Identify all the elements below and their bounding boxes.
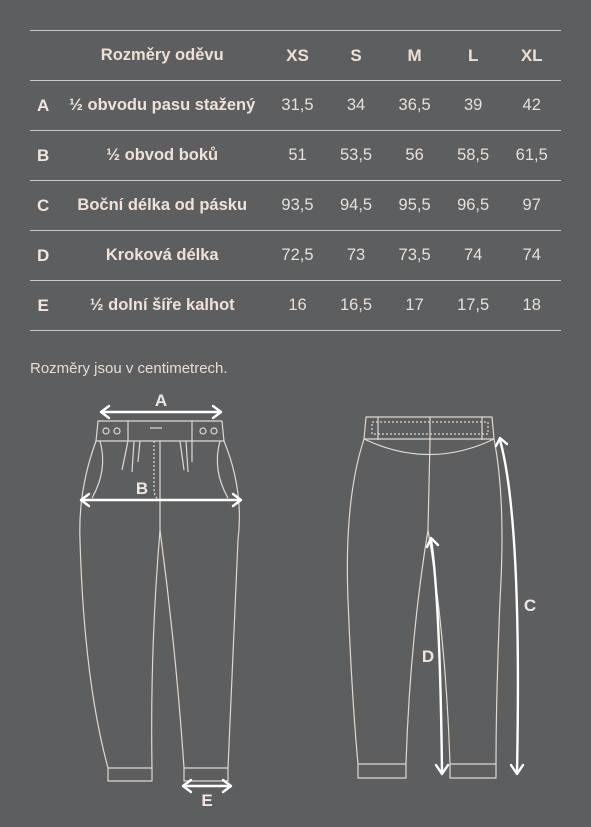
row-value: 34 (327, 81, 386, 131)
header-size-l: L (444, 31, 503, 81)
label-a: A (154, 391, 168, 410)
row-label: Kroková délka (56, 231, 268, 281)
table-row (30, 81, 561, 131)
table-row (30, 181, 561, 231)
row-value: 42 (502, 81, 561, 131)
trousers-diagram (0, 380, 591, 827)
row-letter: D (30, 231, 56, 281)
row-value: 73 (327, 231, 386, 281)
row-value: 53,5 (327, 131, 386, 181)
row-label: ½ dolní šíře kalhot (56, 281, 268, 331)
size-table (30, 30, 561, 331)
row-value: 61,5 (502, 131, 561, 181)
table-row (30, 131, 561, 181)
header-label: Rozměry oděvu (56, 31, 268, 81)
table-row (30, 281, 561, 331)
row-value: 93,5 (268, 181, 327, 231)
row-value: 58,5 (444, 131, 503, 181)
row-label: Boční délka od pásku (56, 181, 268, 231)
row-letter: E (30, 281, 56, 331)
row-value: 17,5 (444, 281, 503, 331)
row-value: 51 (268, 131, 327, 181)
label-e: E (201, 791, 213, 810)
row-value: 96,5 (444, 181, 503, 231)
header-letter-cell (30, 31, 56, 81)
label-d: D (421, 647, 435, 666)
row-value: 16 (268, 281, 327, 331)
row-value: 74 (502, 231, 561, 281)
row-letter: B (30, 131, 56, 181)
row-value: 31,5 (268, 81, 327, 131)
row-value: 95,5 (385, 181, 444, 231)
row-label: ½ obvodu pasu stažený (56, 81, 268, 131)
back-trousers-drawing (347, 417, 502, 778)
row-value: 72,5 (268, 231, 327, 281)
row-label: ½ obvod boků (56, 131, 268, 181)
row-value: 74 (444, 231, 503, 281)
row-value: 73,5 (385, 231, 444, 281)
units-note: Rozměry jsou v centimetrech. (30, 360, 228, 377)
row-value: 97 (502, 181, 561, 231)
header-size-xl: XL (502, 31, 561, 81)
row-value: 94,5 (327, 181, 386, 231)
label-b: B (135, 479, 149, 498)
measure-b-arrow (81, 494, 241, 506)
table-header-row (30, 31, 561, 81)
row-letter: C (30, 181, 56, 231)
row-letter: A (30, 81, 56, 131)
front-trousers-drawing (80, 421, 240, 781)
header-size-xs: XS (268, 31, 327, 81)
row-value: 18 (502, 281, 561, 331)
row-value: 36,5 (385, 81, 444, 131)
row-value: 56 (385, 131, 444, 181)
row-value: 17 (385, 281, 444, 331)
row-value: 16,5 (327, 281, 386, 331)
header-size-s: S (327, 31, 386, 81)
row-value: 39 (444, 81, 503, 131)
table-row (30, 231, 561, 281)
label-c: C (523, 596, 537, 615)
header-size-m: M (385, 31, 444, 81)
